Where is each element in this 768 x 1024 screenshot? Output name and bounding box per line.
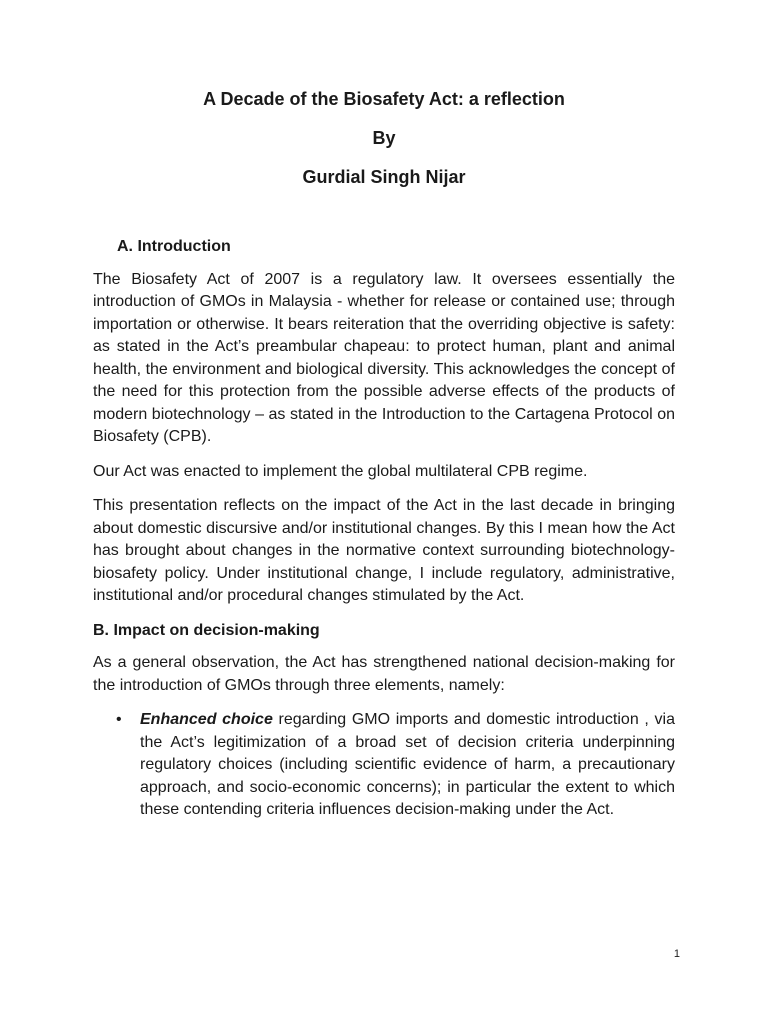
list-item bbox=[93, 709, 675, 822]
page-number: 1 bbox=[673, 948, 680, 960]
paragraph: This presentation reflects on the impact of the Act in the last decade in bringing about domestic discursive and/or institutional changes. By this I mean how the Act has brought about changes in the normative context surrounding biotechnology-biosafety policy. Under institutional change, I include regulatory, administrative, institutional and/or procedural changes stimulated by the Act. bbox=[93, 497, 675, 604]
section-heading-introduction: A. Introduction bbox=[117, 238, 231, 255]
bullet-icon: • bbox=[116, 711, 122, 728]
bullet-list bbox=[93, 709, 675, 822]
paragraph: The Biosafety Act of 2007 is a regulatory law. It oversees essentially the introduction of GMOs in Malaysia - whether for release or contained use; through importation or otherwise. It bears reiteration that the overriding objective is safety: as stated in the Act’s preambular chapeau: to protect human, plant and animal health, the environment and biological diversity. This acknowledges the concept of the need for this protection from the possible adverse effects of the products of modern biotechnology – as stated in the Introduction to the Cartagena Protocol on Biosafety (CPB). bbox=[93, 270, 675, 445]
paragraph: As a general observation, the Act has strengthened national decision-making for the introduction of GMOs through three elements, namely: bbox=[93, 654, 675, 694]
title-block bbox=[0, 88, 768, 205]
author-name: Gurdial Singh Nijar bbox=[302, 167, 466, 187]
bullet-emphasis: Enhanced choice bbox=[140, 711, 273, 728]
section-heading-impact: B. Impact on decision-making bbox=[93, 621, 320, 639]
bullet-text: regarding GMO imports and domestic introduction , via the Act’s legitimization of a broad set of decision criteria underpinning regulatory choices (including scientific evidence of harm, a precautionary approach, and socio-economic concerns); in particular the extent to which these contending criteria influences decision-making under the Act. bbox=[140, 711, 676, 818]
document-title: A Decade of the Biosafety Act: a reflection bbox=[203, 89, 565, 109]
document-body bbox=[93, 236, 675, 822]
paragraph: Our Act was enacted to implement the global multilateral CPB regime. bbox=[93, 462, 588, 480]
by-label: By bbox=[372, 128, 396, 148]
